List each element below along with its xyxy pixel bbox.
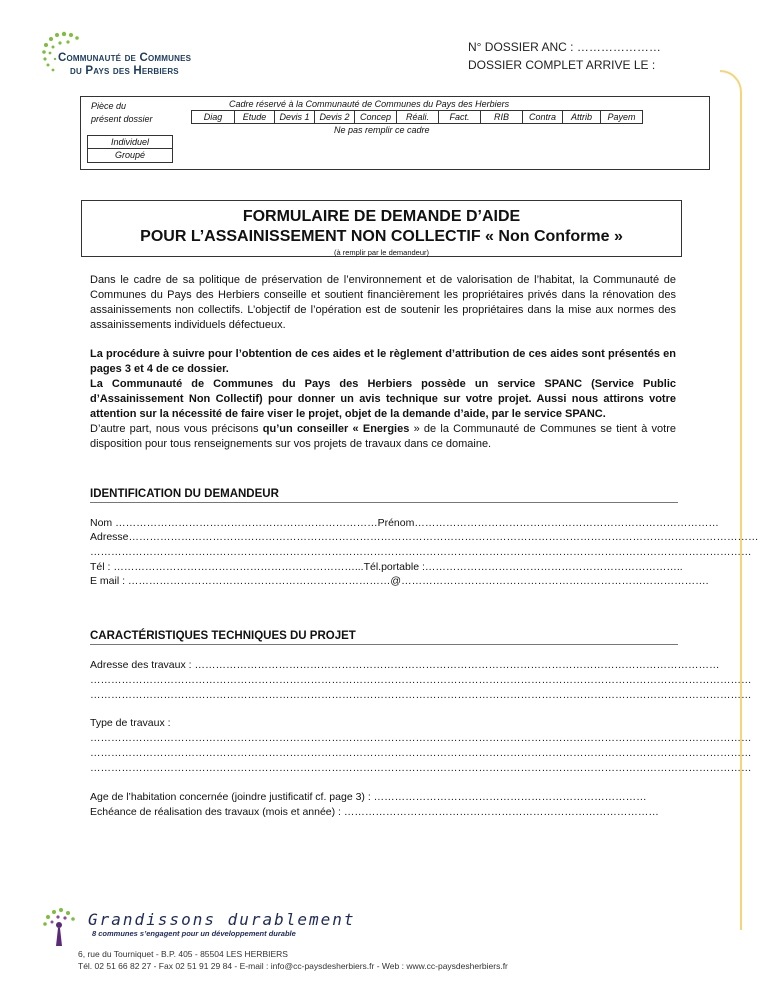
- adresse-continued-field[interactable]: ………………………………………………………………………………………………………………………………………………………………………: [90, 546, 752, 558]
- procedure-normal-b: » de la Communauté de Communes se tient à votre disposition pour tous renseignements sur vos projets de travaux dans ce domaine.: [90, 423, 677, 450]
- reserved-caption: Cadre réservé à la Communauté de Communes du Pays des Herbiers: [229, 99, 510, 109]
- title-line1: FORMULAIRE DE DEMANDE D’AIDE: [242, 208, 521, 225]
- column-3: Devis 2: [315, 110, 355, 124]
- column-0: Diag: [191, 110, 235, 124]
- procedure-paragraph: [90, 347, 676, 452]
- footer-tagline: 8 communes s’engagent pour un développement durable: [92, 929, 296, 938]
- dossier-number: N° DOSSIER ANC : …………………: [468, 40, 661, 54]
- piece-line1: Pièce du: [91, 101, 127, 111]
- column-9: Attrib: [563, 110, 601, 124]
- column-10: Payem: [601, 110, 643, 124]
- logo-text-line1: Communauté de Communes: [58, 52, 192, 64]
- type-travaux-line1[interactable]: ………………………………………………………………………………………………………………………………………………………………………: [90, 732, 752, 744]
- telephone-field[interactable]: Tél : ……………………………………………………………...Tél.portable :………………………………………………………………..: [90, 561, 683, 573]
- adresse-field[interactable]: Adresse………………………………………………………………………………………………………………………………………………………………: [90, 531, 759, 543]
- individuel-groupe-box: [87, 135, 173, 163]
- form-title-box: [81, 200, 682, 257]
- footer-brand: Grandissons durablement: [88, 910, 356, 929]
- column-2: Devis 1: [275, 110, 315, 124]
- piece-line2: présent dossier: [91, 114, 153, 124]
- footer-contact: Tél. 02 51 66 82 27 - Fax 02 51 91 29 84 - E-mail : info@cc-paysdesherbiers.fr - Web : www.cc-paysdesherbiers.fr: [78, 961, 508, 971]
- intro-paragraph: Dans le cadre de sa politique de préservation de l’environnement et de valorisation de l’habitat, la Communauté de Communes du Pays des Herbiers conseille et soutient financièrement les propriétaires privés dans la rénovation des assainissements non collectifs. L’objectif de l’opération est de soutenir les propriétaires dans la mise aux normes des assainissements individuels défectueux.: [90, 274, 676, 331]
- piece-label: [91, 100, 153, 126]
- email-field[interactable]: E mail : …………………………………………………………………@…………………………………………………………………………….: [90, 575, 709, 587]
- title-line2: POUR L’ASSAINISSEMENT NON COLLECTIF « Non Conforme »: [140, 228, 623, 245]
- ccph-logo: [40, 30, 230, 80]
- procedure-bold3: qu’un conseiller « Energies: [262, 423, 410, 435]
- footer-address: 6, rue du Tourniquet - B.P. 405 - 85504 LES HERBIERS: [78, 949, 288, 959]
- column-5: Réali.: [397, 110, 439, 124]
- nom-prenom-field[interactable]: Nom …………………………………………………………………Prénom……………………………………………………………………………: [90, 517, 719, 529]
- do-not-fill-note: Ne pas remplir ce cadre: [334, 125, 430, 135]
- column-4: Concep: [355, 110, 397, 124]
- type-travaux-line2[interactable]: ………………………………………………………………………………………………………………………………………………………………………: [90, 747, 752, 759]
- identification-heading: IDENTIFICATION DU DEMANDEUR: [90, 488, 678, 503]
- tracking-columns: [191, 110, 643, 124]
- procedure-normal-a: D’autre part, nous vous précisons: [90, 423, 263, 435]
- groupe-cell: Groupé: [114, 150, 146, 160]
- column-7: RIB: [481, 110, 523, 124]
- type-travaux-label: Type de travaux :: [90, 717, 171, 729]
- grandissons-tree-icon: [34, 906, 88, 954]
- column-6: Fact.: [439, 110, 481, 124]
- projet-heading: CARACTÉRISTIQUES TECHNIQUES DU PROJET: [90, 630, 678, 645]
- logo-text-line2: du Pays des Herbiers: [70, 65, 179, 77]
- adresse-travaux-line2[interactable]: ………………………………………………………………………………………………………………………………………………………………………: [90, 674, 752, 686]
- type-travaux-line3[interactable]: ………………………………………………………………………………………………………………………………………………………………………: [90, 762, 752, 774]
- dossier-info: [468, 38, 661, 74]
- individuel-cell: Individuel: [88, 136, 172, 149]
- dossier-complet: DOSSIER COMPLET ARRIVE LE :: [468, 58, 656, 72]
- age-habitation-field[interactable]: Age de l’habitation concernée (joindre justificatif cf. page 3) : ……………………………………………………………………: [90, 791, 647, 803]
- procedure-bold1: La procédure à suivre pour l’obtention de ces aides et le règlement d’attribution de ces aides sont présentés en pages 3 et 4 de ce dossier.: [90, 348, 676, 375]
- procedure-bold2: La Communauté de Communes du Pays des Herbiers possède un service SPANC (Service Public d’Assainissement Non Collectif) pour donner un avis technique sur votre projet. Aussi nous attirons votre attention sur la nécessité de faire viser le projet, objet de la demande d’aide, par le service SPANC.: [90, 378, 676, 420]
- page-border-decoration: [720, 70, 742, 930]
- reserved-frame: [80, 96, 710, 170]
- column-8: Contra: [523, 110, 563, 124]
- echeance-field[interactable]: Echéance de réalisation des travaux (mois et année) : ………………………………………………………………………………: [90, 806, 659, 818]
- column-1: Etude: [235, 110, 275, 124]
- adresse-travaux-line3[interactable]: ………………………………………………………………………………………………………………………………………………………………………: [90, 689, 752, 701]
- title-note: (à remplir par le demandeur): [333, 248, 430, 257]
- adresse-travaux-field[interactable]: Adresse des travaux : ……………………………………………………………………………………………………………………………………: [90, 659, 720, 671]
